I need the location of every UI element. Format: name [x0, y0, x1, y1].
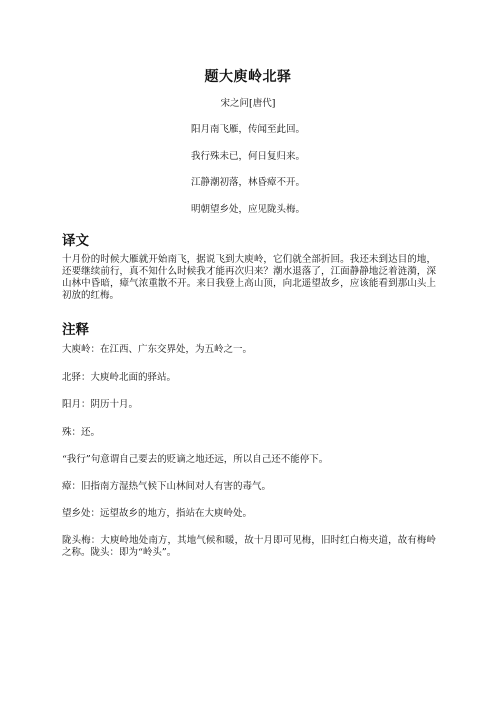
note-item: 阳月：阴历十月。 [62, 399, 139, 410]
note-item: “我行”句意谓自己要去的贬谪之地还远，所以自己还不能停下。 [62, 454, 329, 465]
note-item: 大庾岭：在江西、广东交界处，为五岭之一。 [62, 344, 253, 355]
notes-heading: 注释 [62, 322, 89, 338]
poem-line-1: 阳月南飞雁，传闻至此回。 [190, 124, 305, 135]
note-item: 北驿：大庾岭北面的驿站。 [62, 372, 177, 383]
poem-author: 宋之问[唐代] [220, 98, 276, 109]
note-item: 殊：还。 [62, 427, 101, 438]
note-item: 陇头梅：大庾岭地处南方，其地气候和暖，故十月即可见梅，旧时红白梅夹道，故有梅岭之称。陇头：即为“岭头”。 [62, 535, 436, 558]
poem-line-4: 明朝望乡处，应见陇头梅。 [190, 204, 305, 215]
note-item: 望乡处：远望故乡的地方，指站在大庾岭处。 [62, 508, 253, 519]
poem-line-3: 江静潮初落，林昏瘴不开。 [190, 177, 305, 188]
poem-line-2: 我行殊未已，何日复归来。 [190, 151, 305, 162]
translation-text: 十月份的时候大雁就开始南飞，据说飞到大庾岭，它们就全部折回。我还未到达目的地，还要继续前行，真不知什么时候我才能再次归来？潮水退落了，江面静静地泛着涟漪，深山林中昏暗，瘴气浓重散不开。来日我登上高山顶，向北遥望故乡，应该能看到那山头上初放的红梅。 [62, 254, 436, 301]
note-item: 瘴：旧指南方湿热气候下山林间对人有害的毒气。 [62, 481, 272, 492]
translation-heading: 译文 [62, 233, 89, 249]
poem-title: 题大庾岭北驿 [204, 69, 292, 85]
